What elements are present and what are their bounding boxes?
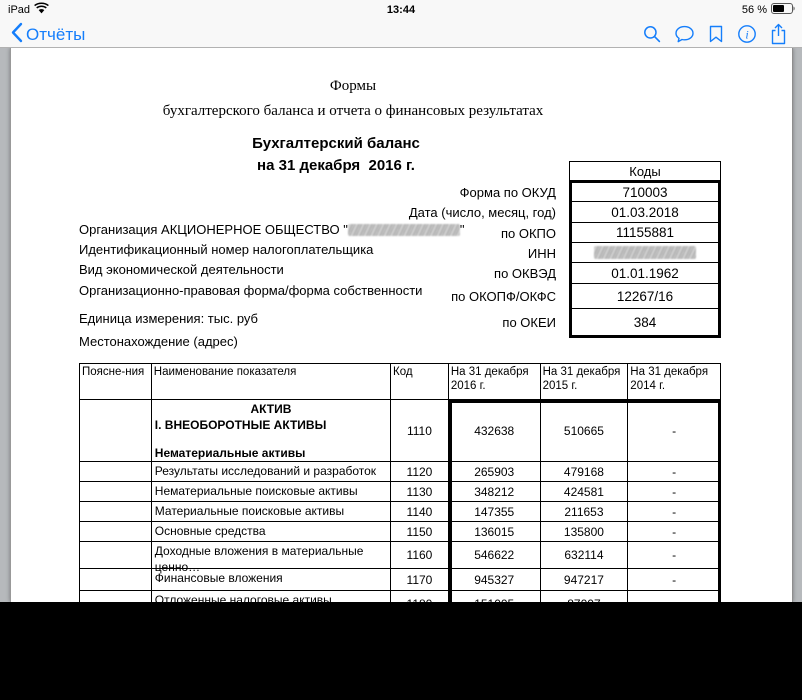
row-code: 1150	[391, 522, 449, 542]
value-2014: -	[628, 569, 720, 591]
svg-text:i: i	[745, 27, 749, 42]
table-row	[80, 569, 720, 591]
search-icon[interactable]	[642, 24, 662, 44]
col-header-2015: На 31 декабря 2015 г.	[541, 364, 629, 400]
value-2016: 147355	[449, 502, 541, 522]
code-value: 12267/16	[572, 284, 718, 309]
share-icon[interactable]	[769, 23, 788, 45]
row-name: Отложенные налоговые активы	[152, 591, 391, 617]
bookmark-icon[interactable]	[707, 24, 725, 44]
carrier-label: iPad	[8, 4, 31, 16]
value-2015: 135800	[541, 522, 629, 542]
code-value: 384	[633, 314, 657, 330]
row-code: 1140	[391, 502, 449, 522]
balance-table	[79, 363, 721, 618]
value-2016: 136015	[449, 522, 541, 542]
code-label: Дата (число, месяц, год)	[408, 205, 556, 220]
value-2016: 348212	[449, 482, 541, 502]
doc-title-date: на 31 декабря 2016 г.	[257, 157, 415, 174]
doc-header-line1: Формы	[329, 78, 377, 94]
back-button[interactable]	[10, 22, 85, 48]
clock: 13:44	[386, 4, 416, 16]
value-2015: 510665	[541, 400, 629, 462]
col-header-2014: На 31 декабря 2014 г.	[628, 364, 720, 400]
back-label: Отчёты	[26, 25, 86, 44]
row-code: 1170	[391, 569, 449, 591]
value-2015: 479168	[541, 462, 629, 482]
code-label: по ОКОПФ/ОКФС	[451, 289, 556, 304]
row-code: 1110	[391, 400, 449, 462]
table-row	[80, 591, 720, 617]
value-2014: -	[628, 400, 720, 462]
chevron-left-icon	[10, 22, 23, 48]
col-header-code: Код	[391, 364, 449, 400]
code-value: 01.01.1962	[572, 263, 718, 284]
value-2016: 546622	[449, 542, 541, 569]
row-name: Нематериальные поисковые активы	[152, 482, 391, 502]
row-name: Материальные поисковые активы	[152, 502, 391, 522]
codes-labels	[261, 183, 561, 335]
code-value: 11155881	[572, 223, 718, 243]
unit-line: Единица измерения: тыс. руб	[79, 311, 258, 326]
col-header-2016: На 31 декабря 2016 г.	[449, 364, 541, 400]
document-viewport[interactable]	[0, 48, 802, 611]
activity-line: Вид экономической деятельности	[79, 262, 284, 277]
code-label: Форма по ОКУД	[459, 185, 556, 200]
value-2016: 432638	[449, 400, 541, 462]
code-value: 710003	[572, 183, 718, 202]
row-name: Результаты исследований и разработок	[152, 462, 391, 482]
value-2016: 945327	[449, 569, 541, 591]
org-name-redacted	[348, 224, 460, 236]
value-2014: -	[628, 542, 720, 569]
value-2014: -	[628, 462, 720, 482]
row-name-section: АКТИВ I. ВНЕОБОРОТНЫЕ АКТИВЫ Нематериальные активы	[152, 400, 391, 462]
info-icon[interactable]	[737, 24, 757, 44]
row-code: 1160	[391, 542, 449, 569]
inn-line: Идентификационный номер налогоплательщика	[79, 242, 374, 257]
comment-icon[interactable]	[674, 24, 695, 44]
table-row	[80, 522, 720, 542]
address-line: Местонахождение (адрес)	[79, 334, 238, 349]
table-row	[80, 400, 720, 462]
value-2015: 211653	[541, 502, 629, 522]
code-label: по ОКЕИ	[502, 314, 556, 330]
value-2016: 151005	[449, 591, 541, 617]
table-row	[80, 502, 720, 522]
status-bar	[0, 0, 802, 20]
battery-icon	[771, 3, 796, 17]
col-header-explanations: Поясне-ния	[80, 364, 152, 400]
doc-header-line2: бухгалтерского баланса и отчета о финансовых результатах	[162, 103, 544, 119]
value-2014: -	[628, 591, 720, 617]
value-2014: -	[628, 502, 720, 522]
row-code: 1120	[391, 462, 449, 482]
row-code: 1180	[391, 591, 449, 617]
value-2015: 947217	[541, 569, 629, 591]
value-2015: 424581	[541, 482, 629, 502]
doc-title: Бухгалтерский баланс	[252, 135, 420, 152]
value-2014: -	[628, 522, 720, 542]
row-name: Основные средства	[152, 522, 391, 542]
row-name: Доходные вложения в материальные ценно…	[152, 542, 391, 569]
pdf-page	[10, 48, 793, 611]
col-header-indicator: Наименование показателя	[152, 364, 391, 400]
code-value: 01.03.2018	[572, 202, 718, 223]
code-label: по ОКВЭД	[494, 266, 556, 281]
value-2015: 632114	[541, 542, 629, 569]
codes-values-box	[569, 180, 721, 338]
code-value-redacted	[572, 243, 718, 263]
row-code: 1130	[391, 482, 449, 502]
code-label: ИНН	[527, 245, 556, 261]
value-2016: 265903	[449, 462, 541, 482]
codes-header-cell: Коды	[569, 161, 721, 181]
code-label: по ОКПО	[500, 225, 556, 241]
row-name: Финансовые вложения	[152, 569, 391, 591]
battery-percent: 56 %	[741, 4, 767, 16]
table-row	[80, 462, 720, 482]
org-line: Организация АКЦИОНЕРНОЕ ОБЩЕСТВО " "	[79, 222, 465, 237]
opf-line: Организационно-правовая форма/форма собственности	[79, 283, 423, 298]
navigation-bar	[0, 20, 802, 48]
value-2014: -	[628, 482, 720, 502]
table-row	[80, 542, 720, 574]
table-row	[80, 482, 720, 502]
table-header-row	[80, 364, 720, 400]
value-2015: 87007	[541, 591, 629, 617]
